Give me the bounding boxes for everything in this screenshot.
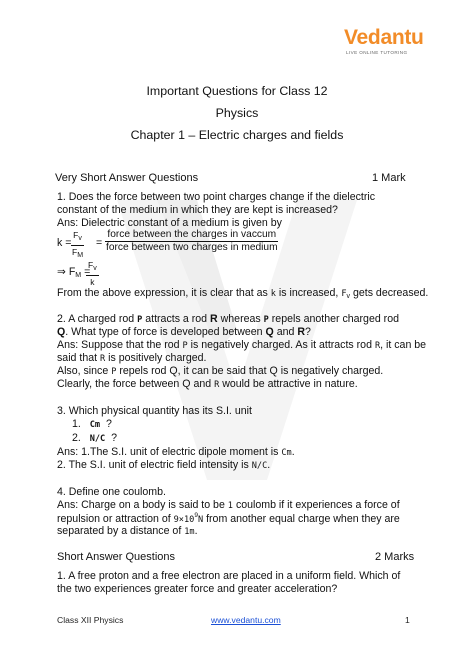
q2-answer-line-2: said that R is positively charged. [57, 352, 207, 364]
q5-line-1: 1. A free proton and a free electron are placed in a uniform field. Which of [57, 570, 401, 582]
q2-answer-line-1: Ans: Suppose that the rod P is negatively charged. As it attracts rod R, it can be [57, 339, 427, 351]
q1-implies-fraction: $\frac{F_v}{k}$ [88, 260, 97, 287]
q1-line-1: 1. Does the force between two point charges change if the dielectric [57, 191, 375, 203]
subject-title: Physics [215, 106, 259, 120]
q3-line-1: 3. Which physical quantity has its S.I. unit [57, 405, 252, 417]
q1-eq-k: k = [57, 237, 72, 249]
q1-answer: Ans: Dielectric constant of a medium is given by [57, 217, 282, 229]
section-marks-sa: 2 Marks [375, 551, 415, 563]
q1-implies: ⇒ $F_M$ = [57, 266, 91, 279]
q3-option-1: 1. Cm ? [72, 418, 112, 430]
q4-answer-line-2: repulsion or attraction of $9\times 10^9N$ from another equal charge when they are [57, 512, 400, 525]
q4-answer-line-3: separated by a distance of 1m. [57, 525, 198, 537]
vedantu-logo [344, 26, 424, 62]
q1-conclusion: From the above expression, it is clear that as k is increased, $F_v$ gets decreased. [57, 287, 429, 300]
q1-line-2: constant of the medium in which they are kept is increased? [57, 204, 338, 216]
section-title-sa: Short Answer Questions [57, 551, 176, 563]
logo-tagline: LIVE ONLINE TUTORING [346, 50, 408, 55]
q2-answer-line-4: Clearly, the force between Q and R would be attractive in nature. [57, 378, 358, 390]
q3-answer-line-1: Ans: 1.The S.I. unit of electric dipole moment is Cm. [57, 446, 295, 458]
chapter-title: Chapter 1 – Electric charges and fields [130, 128, 344, 142]
q4-line-1: 4. Define one coulomb. [57, 486, 166, 498]
footer-website-link[interactable]: www.vedantu.com [211, 615, 281, 625]
q2-line-1: 2. A charged rod P attracts a rod R whereas P repels another charged rod [57, 313, 399, 325]
q4-answer-line-1: Ans: Charge on a body is said to be 1 coulomb if it experiences a force of [57, 499, 400, 511]
q2-answer-line-3: Also, since P repels rod Q, it can be said that Q is negatively charged. [57, 365, 384, 377]
q2-line-2: Q. What type of force is developed between Q and R? [57, 326, 311, 338]
section-title-vsa: Very Short Answer Questions [55, 172, 199, 184]
logo-wordmark: Vedantu [344, 26, 424, 49]
footer-class: Class XII Physics [57, 615, 124, 625]
q1-ratio-fraction: $\frac{F_v}{F_M}$ [72, 230, 84, 259]
q1-eq-sign: = [96, 237, 103, 249]
section-marks-vsa: 1 Mark [372, 172, 406, 184]
q5-line-2: the two experiences greater force and greater acceleration? [57, 583, 338, 595]
q3-option-2: 2. N/C ? [72, 432, 118, 444]
q3-answer-line-2: 2. The S.I. unit of electric field intensity is N/C. [57, 459, 271, 471]
page-number: 1 [405, 615, 410, 625]
q1-definition-fraction: force between the charges in vaccum force between two charges in medium [106, 229, 278, 253]
document-title: Important Questions for Class 12 [146, 84, 328, 98]
